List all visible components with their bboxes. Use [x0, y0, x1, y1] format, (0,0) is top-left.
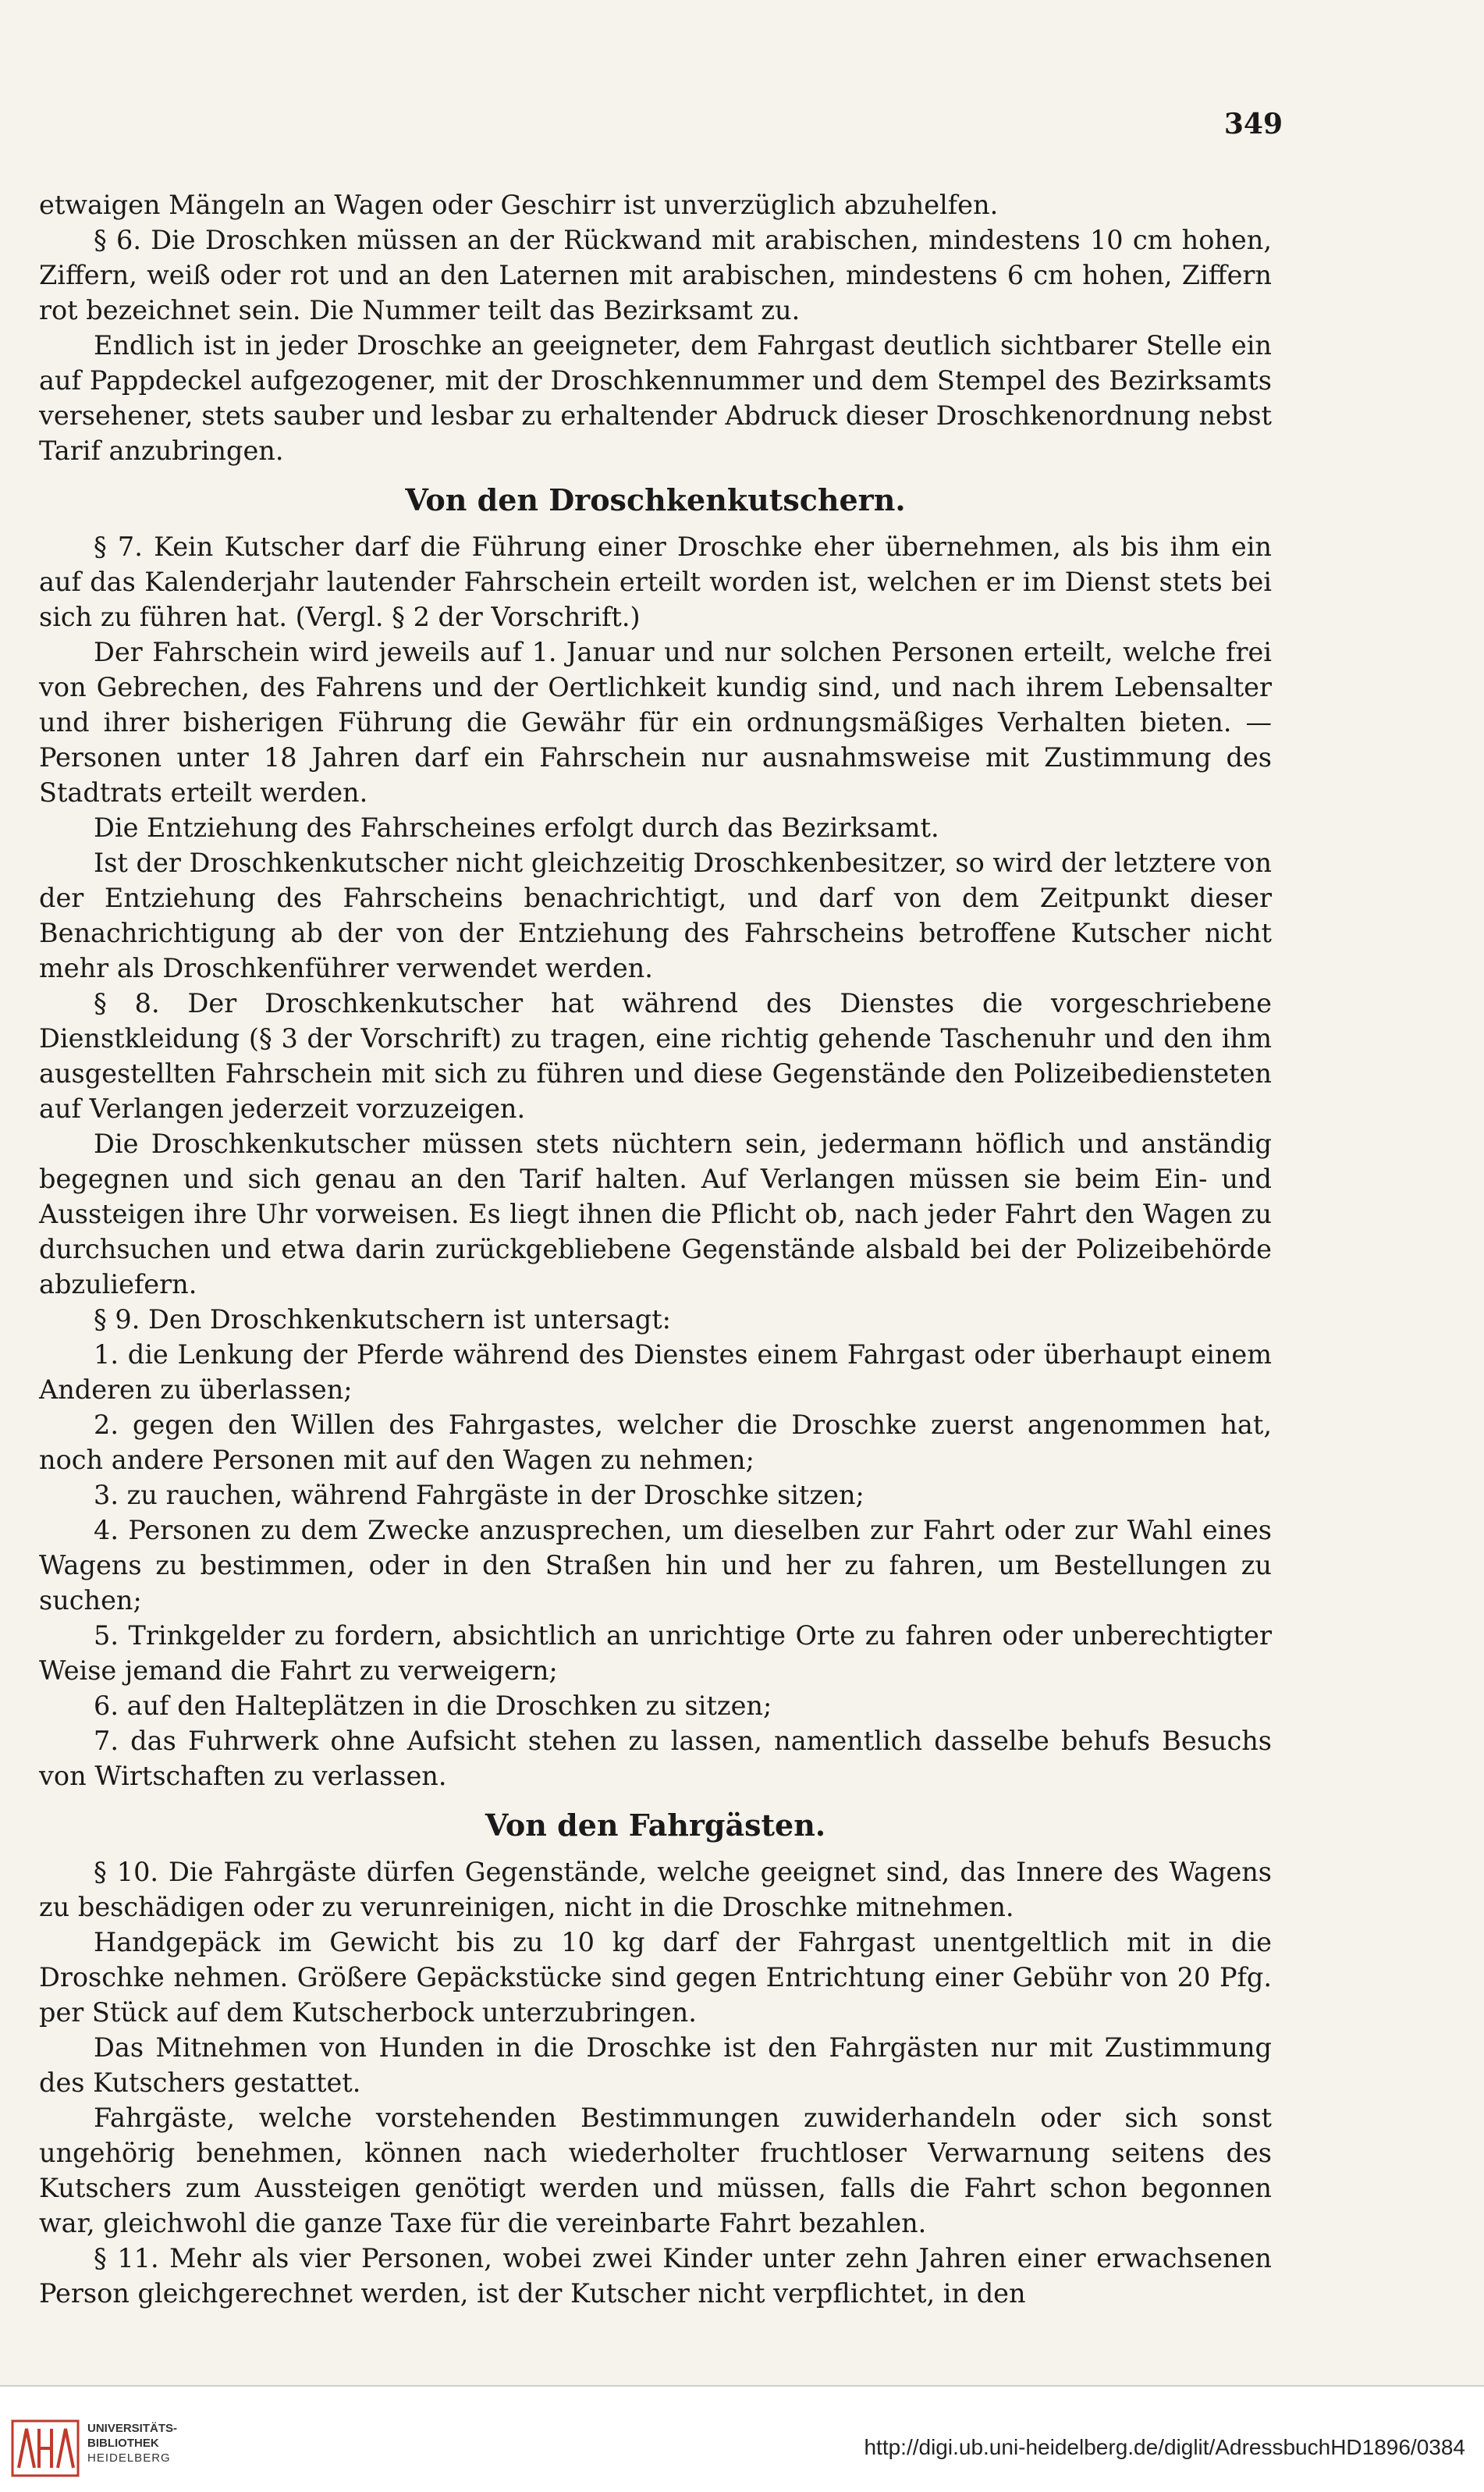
list-item: 1. die Lenkung der Pferde während des Dienstes einem Fahrgast oder überhaupt einem Anderen zu überlassen;	[39, 1339, 1272, 1405]
list-item: 5. Trinkgelder zu fordern, absichtlich an unrichtige Orte zu fahren oder unberechtigter Weise jemand die Fahrt zu verweigern;	[39, 1620, 1272, 1686]
section-heading: Von den Fahrgästen.	[485, 1808, 826, 1843]
paragraph: Der Fahrschein wird jeweils auf 1. Januar und nur solchen Personen erteilt, welche frei von Gebrechen, des Fahrens und der Oertlichkeit kundig sind, und nach ihrem Lebensalter und ihrer bisherigen Führung die Gewähr für ein ordnungsmäßiges Verhalten bieten. — Personen unter 18 Jahren darf ein Fahrschein nur ausnahmsweise mit Zustimmung des Stadtrats erteilt werden.	[39, 637, 1272, 808]
paragraph: § 9. Den Droschkenkutschern ist untersagt:	[94, 1304, 671, 1335]
list-item: 4. Personen zu dem Zwecke anzusprechen, um dieselben zur Fahrt oder zur Wahl eines Wagens zu bestimmen, oder in den Straßen hin und her zu fahren, um Bestellungen zu suchen;	[39, 1515, 1272, 1616]
paragraph: § 11. Mehr als vier Personen, wobei zwei Kinder unter zehn Jahren einer erwachsenen Person gleichgerechnet werden, ist der Kutscher nicht verpflichtet, in den	[39, 2243, 1272, 2309]
paragraph: Die Droschkenkutscher müssen stets nüchtern sein, jedermann höflich und anständig begegnen und sich genau an den Tarif halten. Auf Verlangen müssen sie beim Ein- und Aussteigen ihre Uhr vorweisen. Es liegt ihnen die Pflicht ob, nach jeder Fahrt den Wagen zu durchsuchen und etwa darin zurückgebliebene Gegenstände alsbald bei der Polizeibehörde abzuliefern.	[39, 1129, 1272, 1299]
list-item: 7. das Fuhrwerk ohne Aufsicht stehen zu lassen, namentlich dasselbe behufs Besuchs von Wirtschaften zu verlassen.	[39, 1726, 1272, 1791]
list-item: 3. zu rauchen, während Fahrgäste in der Droschke sitzen;	[94, 1480, 864, 1510]
paragraph: Endlich ist in jeder Droschke an geeigneter, dem Fahrgast deutlich sichtbarer Stelle ein auf Pappdeckel aufgezogener, mit der Droschkennummer und dem Stempel des Bezirksamts versehener, stets sauber und lesbar zu erhaltender Abdruck dieser Droschkenordnung nebst Tarif anzubringen.	[39, 330, 1272, 466]
library-name-line3: HEIDELBERG	[87, 2451, 171, 2465]
section-heading: Von den Droschkenkutschern.	[405, 482, 906, 517]
paragraph: Das Mitnehmen von Hunden in die Droschke ist den Fahrgästen nur mit Zustimmung des Kutschers gestattet.	[39, 2032, 1272, 2098]
viewer-footer	[0, 2387, 1484, 2492]
page-number: 349	[1223, 108, 1283, 140]
paragraph: Ist der Droschkenkutscher nicht gleichzeitig Droschkenbesitzer, so wird der letztere von der Entziehung des Fahrscheins benachrichtigt, und darf von dem Zeitpunkt dieser Benachrichtigung ab der von der Entziehung des Fahrscheins betroffene Kutscher nicht mehr als Droschkenführer verwendet werden.	[39, 848, 1272, 983]
source-url[interactable]: http://digi.ub.uni-heidelberg.de/diglit/AdressbuchHD1896/0384	[864, 2435, 1465, 2459]
paragraph: Handgepäck im Gewicht bis zu 10 kg darf der Fahrgast unentgeltlich mit in die Droschke nehmen. Größere Gepäckstücke sind gegen Entrichtung einer Gebühr von 20 Pfg. per Stück auf dem Kutscherbock unterzubringen.	[39, 1927, 1272, 2028]
list-item: 6. auf den Halteplätzen in die Droschken zu sitzen;	[94, 1690, 772, 1721]
paragraph: Fahrgäste, welche vorstehenden Bestimmungen zuwiderhandeln oder sich sonst ungehörig benehmen, können nach wiederholter fruchtloser Verwarnung seitens des Kutschers zum Aussteigen genötigt werden und müssen, falls die Fahrt schon begonnen war, gleichwohl die ganze Taxe für die vereinbarte Fahrt bezahlen.	[39, 2103, 1272, 2238]
paragraph: § 10. Die Fahrgäste dürfen Gegenstände, welche geeignet sind, das Innere des Wagens zu beschädigen oder zu verunreinigen, nicht in die Droschke mitnehmen.	[39, 1857, 1272, 1922]
library-name-line1: UNIVERSITÄTS-	[87, 2422, 178, 2435]
library-name	[87, 2421, 177, 2465]
page-body	[39, 187, 1272, 2311]
paragraph: § 6. Die Droschken müssen an der Rückwand mit arabischen, mindestens 10 cm hohen, Ziffern, weiß oder rot und an den Laternen mit arabischen, mindestens 6 cm hohen, Ziffern rot bezeichnet sein. Die Nummer teilt das Bezirksamt zu.	[39, 225, 1272, 325]
paragraph: etwaigen Mängeln an Wagen oder Geschirr ist unverzüglich abzuhelfen.	[39, 190, 999, 220]
paragraph: § 8. Der Droschkenkutscher hat während des Dienstes die vorgeschriebene Dienstkleidung (§ 3 der Vorschrift) zu tragen, eine richtig gehende Taschenuhr und den ihm ausgestellten Fahrschein mit sich zu führen und diese Gegenstände den Polizeibediensteten auf Verlangen jederzeit vorzuzeigen.	[39, 988, 1272, 1124]
paragraph: § 7. Kein Kutscher darf die Führung einer Droschke eher übernehmen, als bis ihm ein auf das Kalenderjahr lautender Fahrschein erteilt worden ist, welchen er im Dienst stets bei sich zu führen hat. (Vergl. § 2 der Vorschrift.)	[39, 531, 1272, 632]
paragraph: Die Entziehung des Fahrscheines erfolgt durch das Bezirksamt.	[94, 812, 939, 843]
list-item: 2. gegen den Willen des Fahrgastes, welcher die Droschke zuerst angenommen hat, noch andere Personen mit auf den Wagen zu nehmen;	[39, 1410, 1272, 1475]
library-seal-icon	[11, 2419, 80, 2477]
library-name-line2: BIBLIOTHEK	[87, 2437, 159, 2450]
